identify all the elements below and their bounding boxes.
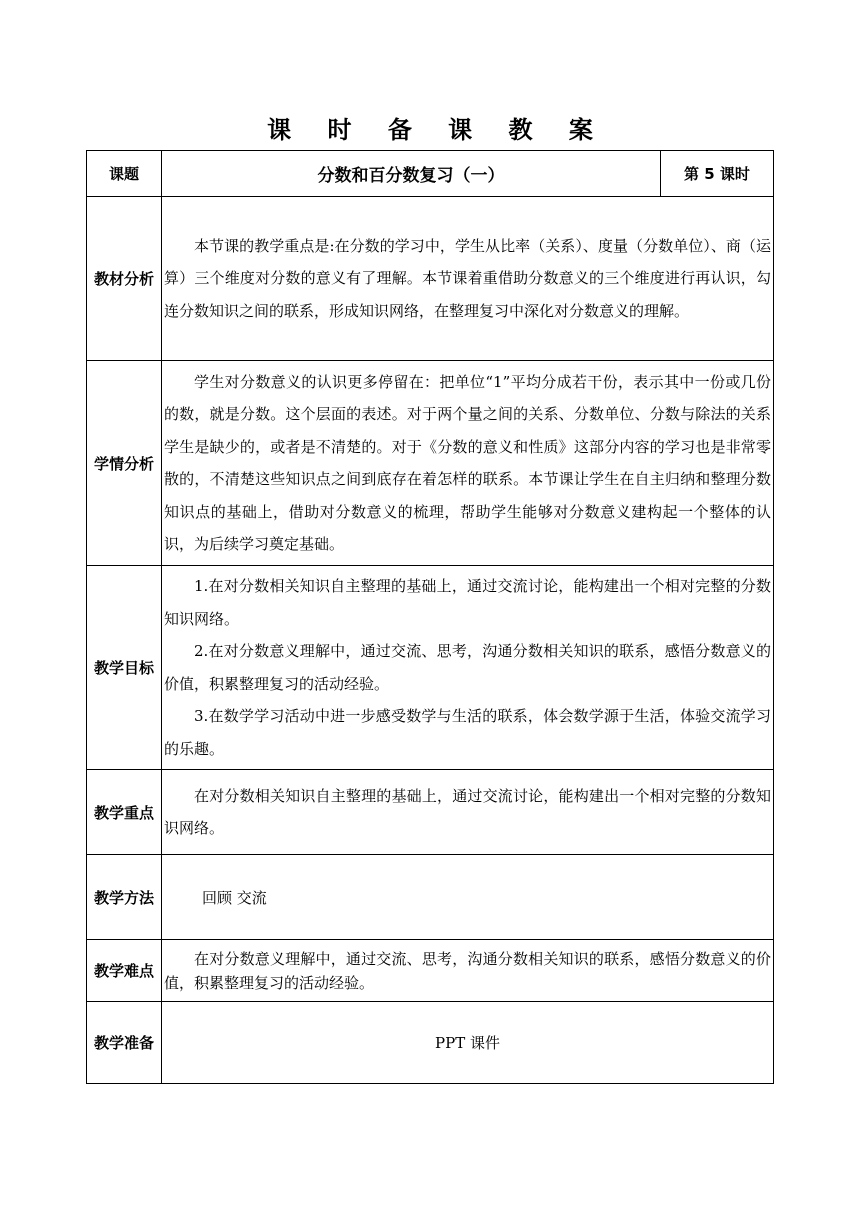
preparation-text: PPT 课件 — [435, 1034, 500, 1052]
table-row-key-points — [87, 770, 774, 855]
row-label-teaching-goals: 教学目标 — [87, 566, 162, 770]
topic-value: 分数和百分数复习（一） — [162, 151, 661, 197]
period-value: 第 5 课时 — [661, 151, 774, 197]
row-content-teaching-methods — [162, 855, 774, 940]
table-row-topic — [87, 151, 774, 197]
row-content-material-analysis — [162, 197, 774, 361]
goal-item: 2.在对分数意义理解中，通过交流、思考，沟通分数相关知识的联系，感悟分数意义的价值，积累整理复习的活动经验。 — [164, 642, 771, 693]
paragraph: 学生对分数意义的认识更多停留在：把单位“1”平均分成若干份，表示其中一份或几份的数，就是分数。这个层面的表述。对于两个量之间的关系、分数单位、分数与除法的关系学生是缺少的，或者是不清楚的。对于《分数的意义和性质》这部分内容的学习也是非常零散的，不清楚这些知识点之间到底存在着怎样的联系。本节课让学生在自主归纳和整理分数知识点的基础上，借助对分数意义的梳理，帮助学生能够对分数意义建构起一个整体的认识，为后续学习奠定基础。 — [164, 372, 771, 553]
row-content-teaching-goals — [162, 566, 774, 770]
row-label-material-analysis: 教材分析 — [87, 197, 162, 361]
table-row-teaching-goals — [87, 566, 774, 770]
methods-text: 回顾 交流 — [202, 888, 267, 907]
page-title: 课 时 备 课 教 案 — [267, 116, 607, 144]
row-label-difficulties: 教学难点 — [87, 940, 162, 1002]
table-row-difficulties — [87, 940, 774, 1002]
paragraph: 在对分数意义理解中，通过交流、思考，沟通分数相关知识的联系，感悟分数意义的价值，积累整理复习的活动经验。 — [164, 949, 771, 992]
topic-label: 课题 — [87, 151, 162, 197]
row-content-key-points — [162, 770, 774, 855]
table-row-preparation — [87, 1002, 774, 1084]
goal-item: 3.在数学学习活动中进一步感受数学与生活的联系，体会数学源于生活，体验交流学习的乐趣。 — [164, 707, 771, 758]
lesson-plan-table — [86, 150, 774, 1084]
row-content-difficulties — [162, 940, 774, 1002]
row-label-preparation: 教学准备 — [87, 1002, 162, 1084]
row-label-key-points: 教学重点 — [87, 770, 162, 855]
table-row-student-analysis — [87, 361, 774, 566]
table-row-teaching-methods — [87, 855, 774, 940]
row-content-student-analysis — [162, 361, 774, 566]
paragraph: 本节课的教学重点是:在分数的学习中，学生从比率（关系）、度量（分数单位）、商（运算）三个维度对分数的意义有了理解。本节课着重借助分数意义的三个维度进行再认识，勾连分数知识之间的联系，形成知识网络，在整理复习中深化对分数意义的理解。 — [164, 236, 771, 320]
row-content-preparation — [162, 1002, 774, 1084]
paragraph: 在对分数相关知识自主整理的基础上，通过交流讨论，能构建出一个相对完整的分数知识网络。 — [164, 786, 771, 837]
goal-item: 1.在对分数相关知识自主整理的基础上，通过交流讨论，能构建出一个相对完整的分数知识网络。 — [164, 577, 771, 628]
row-label-student-analysis: 学情分析 — [87, 361, 162, 566]
row-label-teaching-methods: 教学方法 — [87, 855, 162, 940]
table-row-material-analysis — [87, 197, 774, 361]
